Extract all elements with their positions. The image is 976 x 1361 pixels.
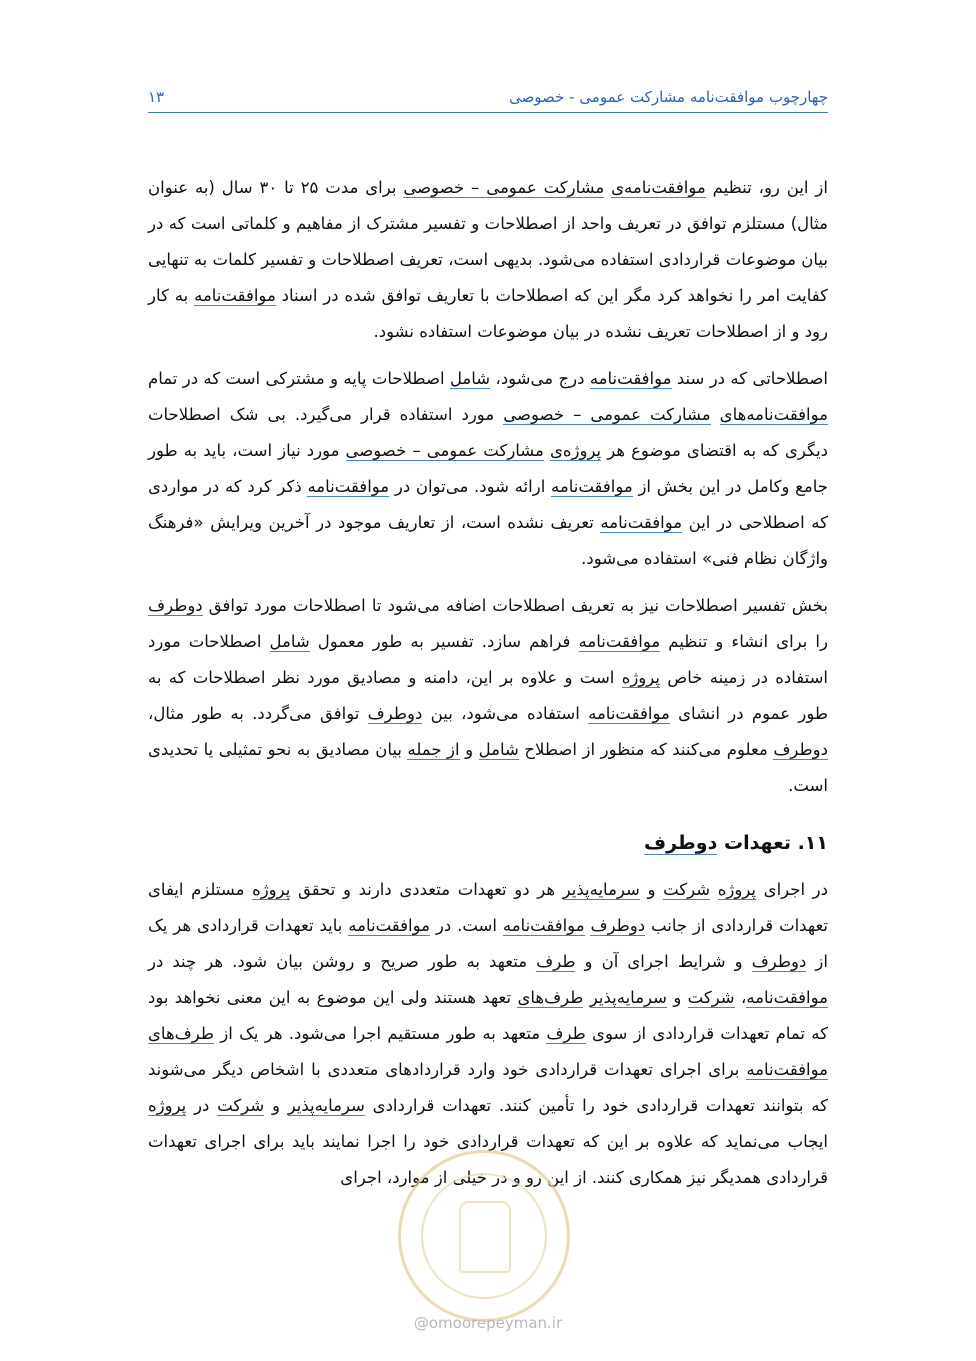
underlined-term: موافقت‌نامه [588, 704, 670, 723]
underlined-term: شرکت [217, 1096, 265, 1115]
underlined-term: دوطرف [367, 704, 423, 723]
underlined-term: سرمایه‌پذیر [562, 880, 640, 899]
underlined-term: از جمله [407, 740, 460, 759]
underlined-term: سرمایه‌پذیر [287, 1096, 365, 1115]
underlined-term: موافقت‌نامه [307, 477, 390, 496]
underlined-term: دوطرف [590, 916, 646, 935]
underlined-term: پروژه‌ی [549, 441, 602, 460]
underlined-term: موافقت‌نامه [502, 916, 585, 935]
underlined-term: شرکت [663, 880, 711, 899]
underlined-term: پروژه [252, 880, 291, 899]
underlined-term: شامل [478, 740, 519, 759]
paragraph: اصطلاحاتی که در سند موافقت‌نامه درج می‌شود، شامل اصطلاحات پایه و مشترکی است که در تمام موافقت‌نامه‌های مشارکت عمومی – خصوصی مورد استفاده قرار می‌گیرد. بی شک اصطلاحات دیگری که به اقتضای موضوع هر پروژه‌ی مشارکت عمومی – خصوصی مورد نیاز است، باید به طور جامع وکامل در این بخش از موافقت‌نامه ارائه شود. می‌توان در موافقت‌نامه ذکر کرد که در مواردی که اصطلاحی در این موافقت‌نامه تعریف نشده است، از تعاریف موجود در آخرین ویرایش «فرهنگ واژگان نظام فنی» استفاده می‌شود. [148, 369, 829, 568]
watermark-emblem-icon [459, 1201, 511, 1273]
underlined-term: مشارکت عمومی – خصوصی [503, 405, 711, 424]
underlined-term: پروژه [717, 880, 757, 899]
underlined-term: موافقت‌نامه‌های [719, 405, 829, 424]
underlined-term: موافقت‌نامه [194, 286, 276, 305]
page-number: ۱۳ [148, 88, 165, 106]
underlined-term: طرف‌های [517, 988, 584, 1007]
underlined-term: دوطرف [644, 832, 718, 854]
underlined-term: موافقت‌نامه‌ی [611, 178, 706, 197]
underlined-term: دوطرف [751, 952, 807, 971]
underlined-term: مشارکت عمومی – خصوصی [403, 178, 605, 197]
underlined-term: پروژه [621, 668, 660, 687]
underlined-term: شرکت [687, 988, 735, 1007]
section-heading: ۱۱. تعهدات دوطرف [644, 832, 828, 854]
running-title: چهارچوب موافقت‌نامه مشارکت عمومی - خصوصی [509, 88, 828, 106]
watermark-seal [398, 1150, 570, 1322]
underlined-term: شامل [449, 369, 491, 388]
underlined-term: موافقت‌نامه [578, 632, 661, 651]
underlined-term: موافقت‌نامه [348, 916, 430, 935]
underlined-term: موافقت‌نامه [600, 513, 683, 532]
underlined-term: مشارکت عمومی – خصوصی [345, 441, 544, 460]
underlined-term: موافقت‌نامه [746, 988, 828, 1007]
paragraph: از این رو، تنظیم موافقت‌نامه‌ی مشارکت عمومی – خصوصی برای مدت ۲۵ تا ۳۰ سال (به عنوان مثال) مستلزم توافق در تعریف واحد از اصطلاحات و تفسیر مشترک از مفاهیم و کلماتی است که در بیان موضوعات قراردادی استفاده می‌شود. بدیهی است، تعریف اصطلاحات و تفسیر کلمات به تنهایی کفایت امر را نخواهد کرد مگر این که اصطلاحات با تعاریف توافق شده در اسناد موافقت‌نامه به کار رود و از اصطلاحات تعریف نشده در بیان موضوعات استفاده نشود. [148, 178, 829, 341]
underlined-term: موافقت‌نامه [551, 477, 633, 496]
underlined-term: سرمایه‌پذیر [589, 988, 667, 1007]
underlined-term: طرف [536, 952, 576, 971]
paragraph: بخش تفسیر اصطلاحات نیز به تعریف اصطلاحات اضافه می‌شود تا اصطلاحات مورد توافق دوطرف را برای انشاء و تنظیم موافقت‌نامه فراهم سازد. تفسیر به طور معمول شامل اصطلاحات مورد استفاده در زمینه خاص پروژه است و علاوه بر این، دامنه و مصادیق مورد نظر اصطلاحات که به طور عموم در انشای موافقت‌نامه استفاده می‌شود، بین دوطرف توافق می‌گردد. به طور مثال، دوطرف معلوم می‌کنند که منظور از اصطلاح شامل و از جمله بیان مصادیق به نحو تمثیلی یا تحدیدی است. [148, 596, 828, 795]
page-header [148, 82, 828, 113]
underlined-term: شامل [269, 632, 310, 651]
watermark-text: @omoorepeyman.ir [413, 1314, 563, 1332]
underlined-term: موافقت‌نامه [589, 369, 672, 388]
underlined-term: طرف [546, 1024, 586, 1043]
paragraph: در اجرای پروژه شرکت و سرمایه‌پذیر هر دو تعهدات متعددی دارند و تحقق پروژه مستلزم ایفای تعهدات قراردادی از جانب دوطرف موافقت‌نامه است. در موافقت‌نامه باید تعهدات قراردادی هر یک از دوطرف و شرایط اجرای آن و طرف متعهد به طور صریح و روشن بیان شود. هر چند در موافقت‌نامه، شرکت و سرمایه‌پذیر طرف‌های تعهد هستند ولی این موضوع به این معنی نخواهد بود که تمام تعهدات قراردادی از سوی طرف متعهد به طور مستقیم اجرا می‌شود. هر یک از طرف‌های موافقت‌نامه برای اجرای تعهدات قراردادی خود وارد قراردادهای متعددی با اشخاص دیگر می‌شوند که بتوانند تعهدات قراردادی خود را تأمین کنند. تعهدات قراردادی سرمایه‌پذیر و شرکت در پروژه ایجاب می‌نماید که علاوه بر این که تعهدات قراردادی خود را اجرا نمایند باید برای اجرای تعهدات قراردادی همدیگر نیز همکاری کنند. از این رو و در خیلی از موارد، اجرای [148, 880, 829, 1187]
underlined-term: دوطرف [148, 596, 203, 615]
underlined-term: پروژه [148, 1096, 187, 1115]
underlined-term: موافقت‌نامه [746, 1060, 828, 1079]
document-body [148, 170, 828, 1207]
underlined-term: دوطرف [773, 740, 828, 759]
underlined-term: طرف‌های [148, 1024, 214, 1043]
